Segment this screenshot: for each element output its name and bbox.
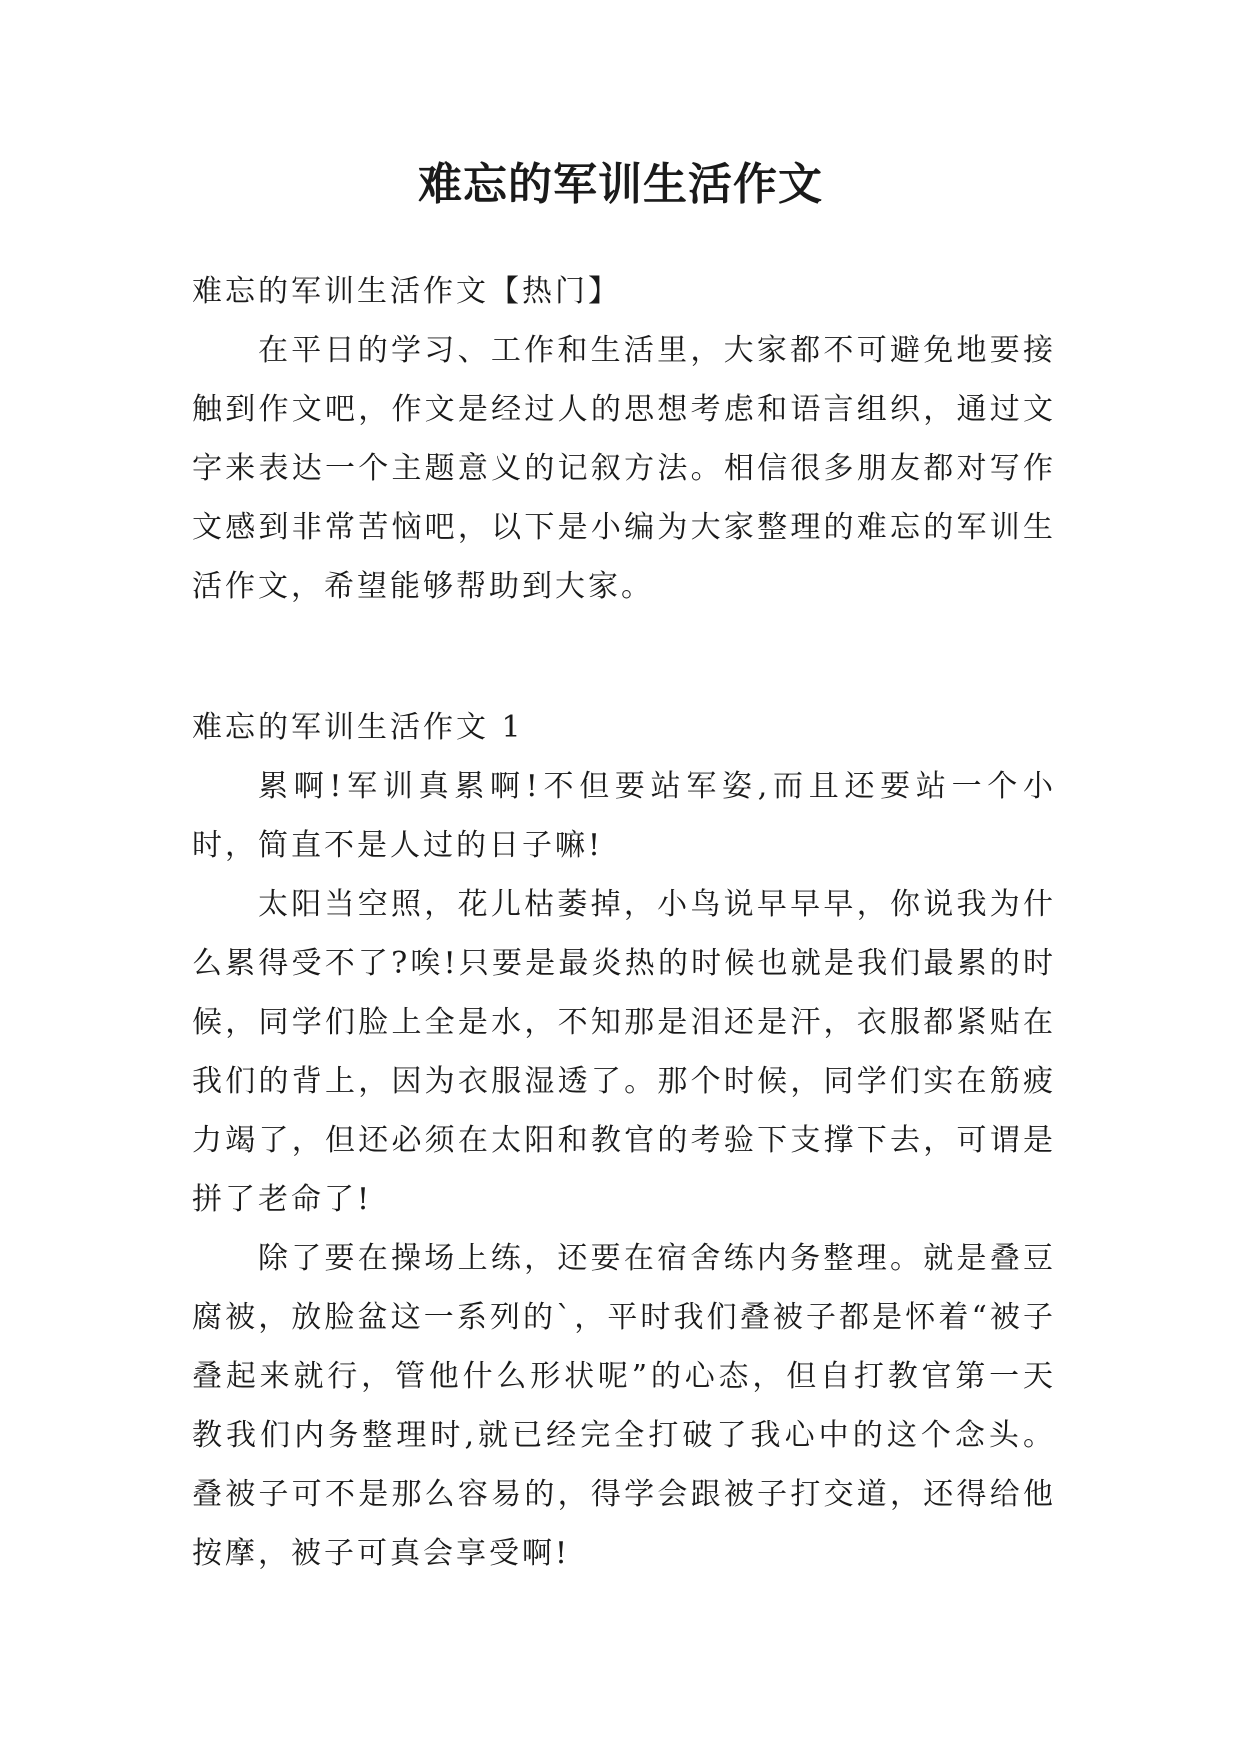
intro-paragraph: 在平日的学习、工作和生活里，大家都不可避免地要接触到作文吧，作文是经过人的思想考虑和语言组织，通过文字来表达一个主题意义的记叙方法。相信很多朋友都对写作文感到非常苦恼吧，以下是小编为大家整理的难忘的军训生活作文，希望能够帮助到大家。 xyxy=(192,333,1056,604)
essay-heading: 难忘的军训生活作文 1 xyxy=(192,710,524,745)
essay-paragraph-2: 太阳当空照，花儿枯萎掉，小鸟说早早早，你说我为什么累得受不了?唉!只要是最炎热的时候也就是我们最累的时候，同学们脸上全是水，不知那是泪还是汗，衣服都紧贴在我们的背上，因为衣服湿透了。那个时候，同学们实在筋疲力竭了，但还必须在太阳和教官的考验下支撑下去，可谓是拼了老命了! xyxy=(192,887,1056,1217)
intro-heading: 难忘的军训生活作文【热门】 xyxy=(192,274,621,309)
document-title: 难忘的军训生活作文 xyxy=(418,159,823,210)
essay-section xyxy=(192,698,1056,1583)
essay-paragraph-1: 累啊!军训真累啊!不但要站军姿,而且还要站一个小时，简直不是人过的日子嘛! xyxy=(192,769,1056,863)
intro-section xyxy=(192,262,1056,616)
essay-paragraph-3: 除了要在操场上练，还要在宿舍练内务整理。就是叠豆腐被，放脸盆这一系列的`，平时我们叠被子都是怀着“被子叠起来就行，管他什么形状呢”的心态，但自打教官第一天教我们内务整理时,就已经完全打破了我心中的这个念头。叠被子可不是那么容易的，得学会跟被子打交道，还得给他按摩，被子可真会享受啊! xyxy=(192,1241,1056,1571)
